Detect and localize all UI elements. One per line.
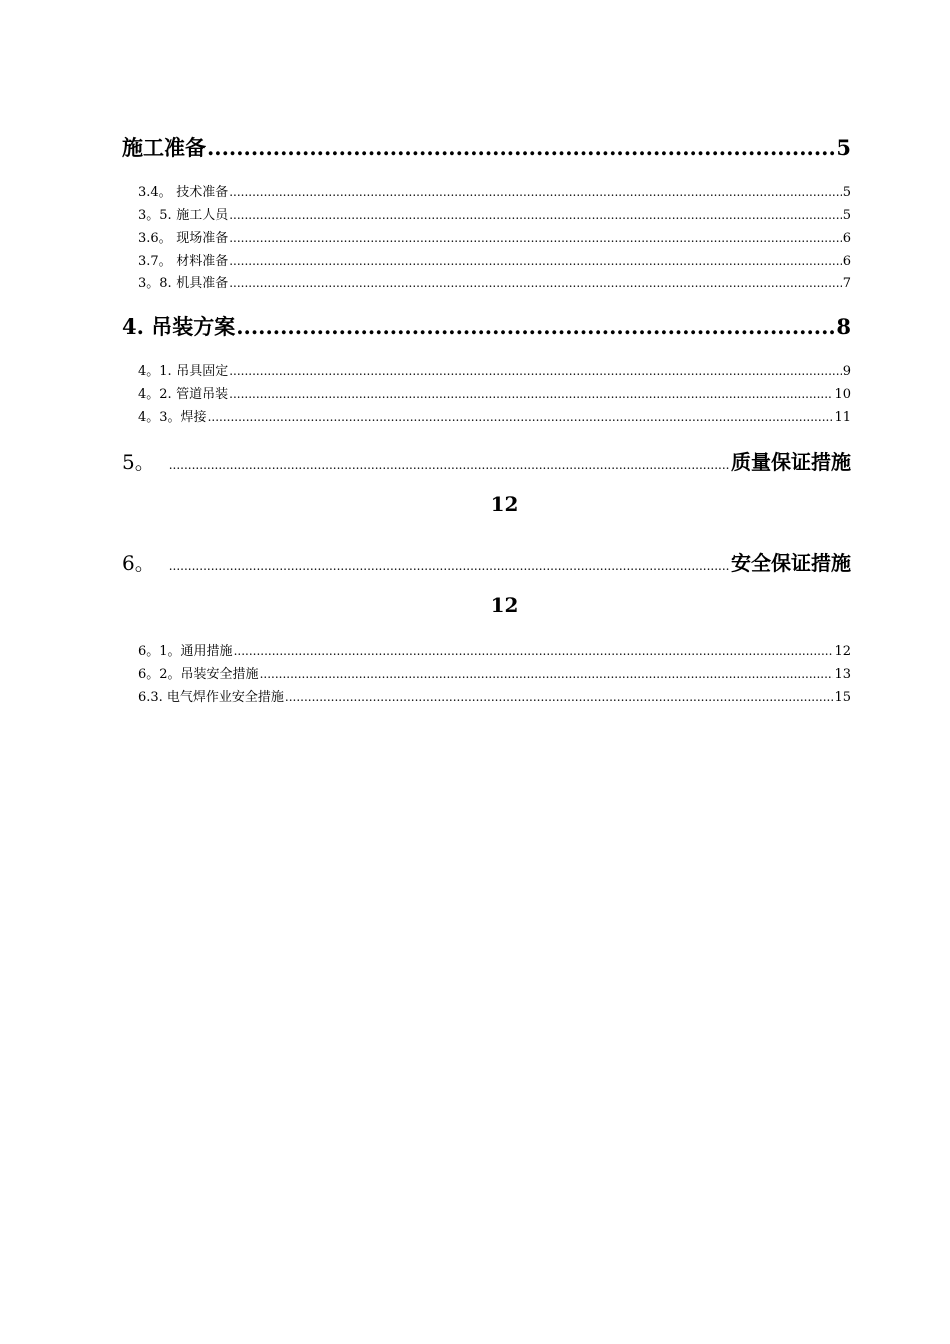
toc-entry-3-7[interactable] (122, 250, 851, 269)
toc-page-number-sec5: 12 (490, 492, 519, 516)
dot-leader (234, 644, 834, 658)
dot-leader (169, 458, 730, 472)
dot-leader (229, 387, 833, 401)
dot-leader (229, 185, 841, 199)
dot-leader (229, 254, 841, 268)
dot-leader (285, 690, 834, 704)
dot-leader (236, 314, 835, 339)
toc-page-number: 8 (836, 314, 851, 339)
toc-number: 3.4。 (138, 185, 172, 200)
toc-page-number-sec6: 12 (490, 593, 519, 617)
toc-entry-6-2[interactable] (122, 663, 851, 682)
toc-title: 材料准备 (176, 254, 229, 269)
toc-number: 4。1. (138, 364, 172, 379)
toc-entry-6-1[interactable] (122, 640, 851, 659)
toc-title: 4. 吊装方案 (122, 314, 236, 339)
toc-page-number: 9 (842, 364, 851, 379)
toc-entry-6-3[interactable] (122, 686, 851, 705)
toc-title: 吊具固定 (176, 364, 229, 379)
toc-number: 4。3。 (138, 410, 181, 425)
dot-leader (229, 231, 841, 245)
toc-title: 施工人员 (176, 208, 229, 223)
toc-title: 安全保证措施 (731, 551, 851, 575)
toc-page-number: 5 (836, 135, 851, 160)
dot-leader (229, 208, 841, 222)
toc-number: 3.6。 (138, 231, 172, 246)
toc-title: 机具准备 (176, 276, 229, 291)
dot-leader (229, 364, 841, 378)
dot-leader (208, 410, 834, 424)
toc-number: 4。2. (138, 387, 172, 402)
dot-leader (229, 276, 841, 290)
toc-page-number: 7 (842, 276, 851, 291)
toc-number: 6.3. (138, 690, 163, 705)
toc-title: 技术准备 (176, 185, 229, 200)
toc-entry-4-1[interactable] (122, 360, 851, 379)
toc-entry-4-2[interactable] (122, 383, 851, 402)
toc-title: 管道吊装 (176, 387, 229, 402)
toc-page-number: 10 (834, 387, 851, 402)
toc-number: 6。2。 (138, 667, 181, 682)
toc-page-number: 5 (842, 208, 851, 223)
toc-entry-sec5[interactable] (122, 446, 851, 475)
toc-title: 电气焊作业安全措施 (166, 690, 284, 705)
toc-entry-sec4[interactable] (122, 311, 851, 341)
toc-number: 6。 (122, 551, 155, 575)
toc-number: 6。1。 (138, 644, 181, 659)
toc-page-number: 13 (834, 667, 851, 682)
dot-leader (260, 667, 834, 681)
toc-number: 5。 (122, 450, 155, 474)
toc-title: 施工准备 (122, 135, 206, 160)
toc-number: 3.7。 (138, 254, 172, 269)
toc-title: 通用措施 (180, 644, 233, 659)
toc-entry-3-4[interactable] (122, 181, 851, 200)
toc-entry-4-3[interactable] (122, 406, 851, 425)
toc-page-number: 12 (834, 644, 851, 659)
toc-title: 吊装安全措施 (180, 667, 259, 682)
toc-page-number: 11 (834, 410, 851, 425)
toc-page-number: 5 (842, 185, 851, 200)
toc-entry-3-5[interactable] (122, 204, 851, 223)
toc-page-number: 6 (842, 254, 851, 269)
toc-number: 3。8. (138, 276, 172, 291)
toc-entry-sec6[interactable] (122, 547, 851, 576)
toc-title: 质量保证措施 (731, 450, 851, 474)
toc-title: 焊接 (180, 410, 207, 425)
dot-leader (169, 559, 730, 573)
toc-entry-sec3[interactable] (122, 132, 851, 162)
toc-entry-3-8[interactable] (122, 272, 851, 291)
toc-number: 3。5. (138, 208, 172, 223)
toc-entry-3-6[interactable] (122, 227, 851, 246)
toc-title: 现场准备 (176, 231, 229, 246)
toc-page-number: 6 (842, 231, 851, 246)
toc-page-number: 15 (834, 690, 851, 705)
dot-leader (207, 135, 835, 160)
